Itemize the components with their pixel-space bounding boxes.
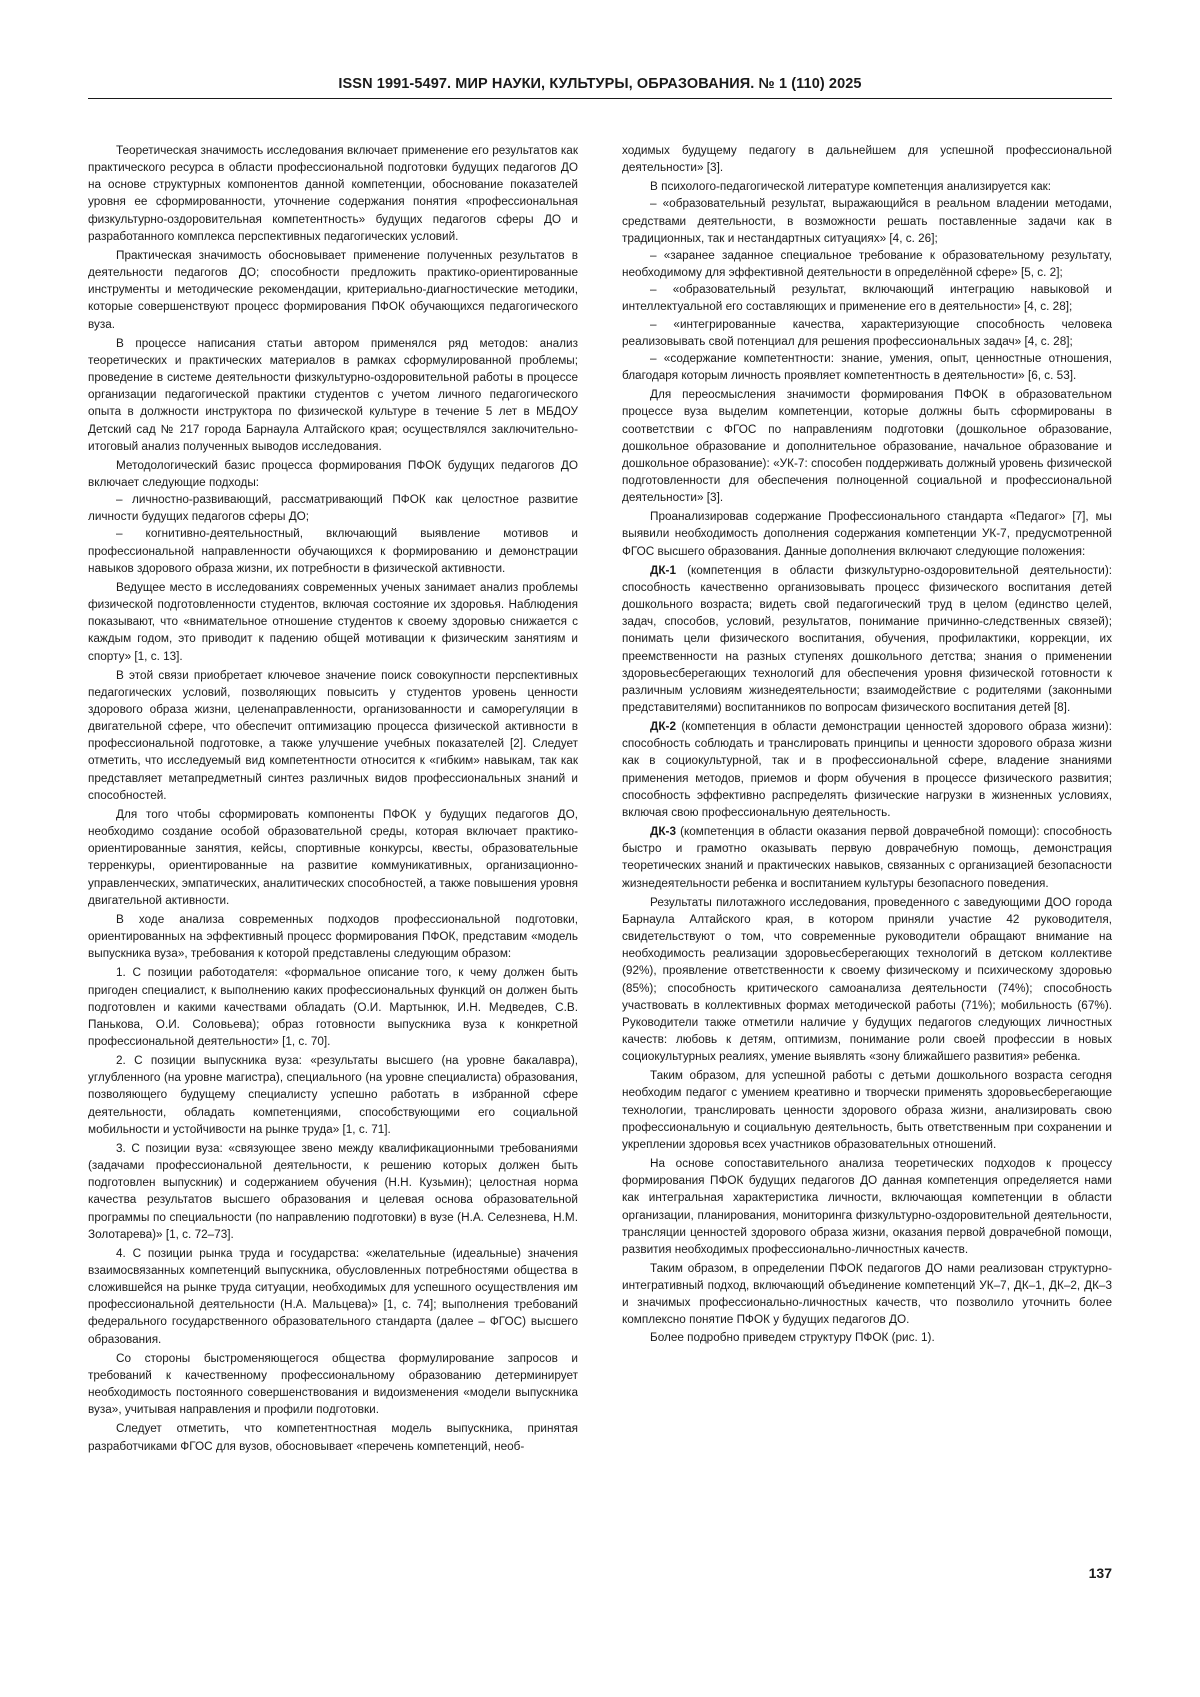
paragraph-professional-standard: Проанализировав содержание Профессионального стандарта «Педагог» [7], мы выявили необходимость дополнения содержания компетенции УК-7, предусмотренной ФГОС высшего образования. Данные дополнения включают следующие положения: (622, 508, 1112, 559)
dk2-label: ДК-2 (650, 720, 676, 733)
list-item-labor-market-position: 4. С позиции рынка труда и государства: «желательные (идеальные) значения взаимосвязанных компетенций выпускника, обусловленных потребностями общества в сложившейся на рынке труда ситуации, необходимых для успешного осуществления им профессиональной деятельности (Н.А. Мальцева)» [1, с. 74]; выполнения требований федерального государственного образовательного стандарта (далее – ФГОС) высшего образования. (88, 1245, 578, 1348)
paragraph-methodological-basis: Методологический базис процесса формирования ПФОК будущих педагогов ДО включает следующие подходы: (88, 457, 578, 491)
paragraph-pilot-study: Результаты пилотажного исследования, проведенного с заведующими ДОО города Барнаула Алтайского края, в котором приняли участие 42 руководителя, свидетельствуют о том, что современные руководители обращают внимание на необходимость реализации здоровьесберегающих технологий в детском коллективе (92%), проявление ответственности к своему физическому и психическому здоровью (85%); способность критического самоанализа деятельности (74%); способность участвовать в коллективных формах методической работы (71%); мобильность (67%). Руководители также отметили наличие у будущих педагогов следующих личностных качеств: любовь к детям, оптимизм, понимание роли своей профессии в новых социокультурных реалиях, умение выявлять «зону ближайшего развития» ребенка. (622, 894, 1112, 1066)
paragraph-methods: В процессе написания статьи автором применялся ряд методов: анализ теоретических и практических материалов в рамках сформулированной проблемы; проведение в системе деятельности физкультурно-оздоровительной работы в процессе организации педагогической практики студентов с учетом личного педагогического опыта в должности инструктора по физической культуре в течение 5 лет в МБДОУ Детский сад № 217 города Барнаула Алтайского края; осуществлялся заключительно-итоговый анализ полученных выводов исследования. (88, 335, 578, 455)
paragraph-dk3 (622, 823, 1112, 892)
list-item-definition-2: – «заранее заданное специальное требование к образовательному результату, необходимому для эффективной деятельности в определённой сфере» [5, с. 2]; (622, 247, 1112, 281)
paragraph-conclusion-educator: Таким образом, для успешной работы с детьми дошкольного возраста сегодня необходим педагог с умением креативно и творчески применять здоровьесберегающие технологии, транслировать ценности здорового образа жизни, анализировать свою профессиональную и социальную деятельность, быть ответственным при сохранении и укреплении здоровья всех участников образовательных отношений. (622, 1067, 1112, 1153)
paragraph-figure-reference: Более подробно приведем структуру ПФОК (рис. 1). (622, 1329, 1112, 1346)
dk2-text: (компетенция в области демонстрации ценностей здорового образа жизни): способность соблюдать и транслировать принципы и ценности здорового образа жизни как в социокультурной, так и в профессиональной сфере, владение знаниями применения методов, приемов и форм обучения в процессе физического развития; способность эффективно распределять физические нагрузки в жизненных условиях, включая свою профессиональную деятельность. (622, 720, 1112, 819)
paragraph-fgos-competencies: Для переосмысления значимости формирования ПФОК в образовательном процессе вуза выделим компетенции, которые должны быть сформированы в соответствии с ФГОС по направлениям подготовки (дошкольное образование, дошкольное образование и дополнительное образование, начальное образование и дошкольное образование): «УК-7: способен поддерживать должный уровень физической подготовленности для обеспечения полноценной социальной и профессиональной деятельности» [3]. (622, 386, 1112, 506)
paragraph-competence-analysis: В психолого-педагогической литературе компетенция анализируется как: (622, 178, 1112, 195)
paragraph-educational-environment: Для того чтобы сформировать компоненты ПФОК у будущих педагогов ДО, необходимо создание особой образовательной среды, которая включает практико-ориентированные занятия, кейсы, спортивные конкурсы, квесты, образовательные терренкуры, ориентированные на развитие коммуникативных, организационно-управленческих, эмпатических, аналитических способностей, а также повышения уровня двигательной активности. (88, 806, 578, 909)
paragraph-continuation: ходимых будущему педагогу в дальнейшем для успешной профессиональной деятельности» [3]. (622, 142, 1112, 176)
paragraph-graduate-model: В ходе анализа современных подходов профессиональной подготовки, ориентированных на эффективный процесс формирования ПФОК, представим «модель выпускника вуза», требования к которой представлены следующим образом: (88, 911, 578, 962)
dk3-text: (компетенция в области оказания первой доврачебной помощи): способность быстро и грамотно оказывать первую доврачебную помощь, демонстрация теоретических знаний и практических навыков, связанных с организацией безопасности жизнедеятельности ребенка и воспитанием культуры безопасного поведения. (622, 825, 1112, 889)
header-divider (88, 98, 1112, 99)
list-item-definition-4: – «интегрированные качества, характеризующие способность человека реализовывать свой потенциал для решения профессиональных задач» [4, с. 28]; (622, 316, 1112, 350)
paragraph-practical-significance: Практическая значимость обосновывает применение полученных результатов в деятельности педагогов ДО; способности предложить практико-ориентированные инструменты и методические рекомендации, критериально-диагностические методики, которые совершенствуют процесс формирования ПФОК обучающихся педагогического вуза. (88, 247, 578, 333)
dk1-text: (компетенция в области физкультурно-оздоровительной деятельности): способность качественно организовывать процесс физического воспитания детей дошкольного возраста; видеть свой педагогический труд в целом (единство целей, задач, способов, условий, результатов, понимание причинно-следственных связей); понимать цели физического воспитания, обучения, профилактики, коррекции, их преемственности на разных ступенях дошкольного детства; знания о применении здоровьесберегающих технологий для обеспечения уровня физической готовности к различным условиям жизнедеятельности; взаимодействие с родителями (законными представителями) воспитанников по вопросам физического воспитания детей [8]. (622, 564, 1112, 714)
list-item-definition-3: – «образовательный результат, включающий интеграцию навыковой и интеллектуальной его составляющих и применение его в деятельности» [4, с. 28]; (622, 281, 1112, 315)
paragraph-dk2 (622, 718, 1112, 821)
journal-header: ISSN 1991-5497. МИР НАУКИ, КУЛЬТУРЫ, ОБРАЗОВАНИЯ. № 1 (110) 2025 (88, 76, 1112, 92)
left-column (88, 142, 578, 1455)
paragraph-theoretical-significance: Теоретическая значимость исследования включает применение его результатов как практического ресурса в области профессиональной подготовки будущих педагогов ДО на основе структурных компонентов данной компетенции, обоснование показателей уровня ее сформированности, уточнение содержания понятия «профессиональная физкультурно-оздоровительная компетентность» будущих педагогов сферы ДО и разработанного комплекса перспективных педагогических условий. (88, 142, 578, 245)
paragraph-competence-model: Следует отметить, что компетентностная модель выпускника, принятая разработчиками ФГОС для вузов, обосновывает «перечень компетенций, необ- (88, 1420, 578, 1454)
right-column (622, 142, 1112, 1346)
dk3-label: ДК-3 (650, 825, 676, 838)
paragraph-comparative-analysis: На основе сопоставительного анализа теоретических подходов к процессу формирования ПФОК будущих педагогов ДО данная компетенция определяется нами как интегральная характеристика личности, включающая компетенции в области организации, планирования, мониторинга физкультурно-оздоровительной деятельности, трансляции ценностей здорового образа жизни, оказания первой доврачебной помощи, развития необходимых профессионально-личностных качеств. (622, 1155, 1112, 1258)
list-item-approach-2: – когнитивно-деятельностный, включающий выявление мотивов и профессиональной направленности обучающихся к формированию и демонстрации навыков здорового образа жизни, их потребности в физической активности. (88, 525, 578, 576)
paragraph-structural-approach: Таким образом, в определении ПФОК педагогов ДО нами реализован структурно-интегративный подход, включающий объединение компетенций УК–7, ДК–1, ДК–2, ДК–3 и значимых профессионально-личностных качеств, что позволило уточнить более комплексно понятие ПФОК у будущих педагогов ДО. (622, 1260, 1112, 1329)
paragraph-society-requests: Со стороны быстроменяющегося общества формулирование запросов и требований к качественному профессиональному образованию детерминирует необходимость постоянного совершенствования и видоизменения «модели выпускника вуза», учитывая направления и профили подготовки. (88, 1350, 578, 1419)
list-item-graduate-position: 2. С позиции выпускника вуза: «результаты высшего (на уровне бакалавра), углубленного (на уровне магистра), специального (на уровне специалиста) образования, позволяющего будущему специалисту успешно работать в избранной сфере деятельности, обладать компетенциями, способствующими его социальной мобильности и устойчивости на рынке труда» [1, с. 71]. (88, 1052, 578, 1138)
list-item-approach-1: – личностно-развивающий, рассматривающий ПФОК как целостное развитие личности будущих педагогов сферы ДО; (88, 491, 578, 525)
dk1-label: ДК-1 (650, 564, 676, 577)
list-item-definition-5: – «содержание компетентности: знание, умения, опыт, ценностные отношения, благодаря которым личность проявляет компетентность в деятельности» [6, с. 53]. (622, 350, 1112, 384)
paragraph-key-meaning: В этой связи приобретает ключевое значение поиск совокупности перспективных педагогических условий, позволяющих повысить у студентов уровень ценности здорового образа жизни, целенаправленности, организованности и саморегуляции в двигательной сфере, что обеспечит оптимизацию процесса физической активности в профессиональной подготовке, а также улучшение учебных показателей [2]. Следует отметить, что исследуемый вид компетентности относится к «гибким» навыкам, так как представляет метапредметный синтез различных видов профессиональных знаний и способностей. (88, 667, 578, 804)
list-item-definition-1: – «образовательный результат, выражающийся в реальном владении методами, средствами деятельности, в возможности решать поставленные задачи как в традиционных, так и нестандартных ситуациях» [4, с. 26]; (622, 195, 1112, 246)
paragraph-dk1 (622, 562, 1112, 716)
page-number: 137 (1089, 1565, 1112, 1581)
paragraph-leading-place: Ведущее место в исследованиях современных ученых занимает анализ проблемы физической подготовленности студентов, включая состояние их здоровья. Наблюдения показывают, что «внимательное отношение студентов к своему здоровью снижается с каждым годом, это приводит к падению общей мотивации к физическим занятиям и спорту» [1, с. 13]. (88, 579, 578, 665)
list-item-university-position: 3. С позиции вуза: «связующее звено между квалификационными требованиями (задачами профессиональной деятельности, к решению которых должен быть подготовлен выпускник) и содержанием обучения (Н.Н. Кузьмин); целостная норма качества результатов высшего образования и целевая основа образовательной программы по специальности (по направлению подготовки) в вузе (Н.А. Селезнева, Н.М. Золотарева)» [1, с. 72–73]. (88, 1140, 578, 1243)
list-item-employer-position: 1. С позиции работодателя: «формальное описание того, к чему должен быть пригоден специалист, к выполнению каких профессиональных функций он должен быть подготовлен и какими качествами обладать (О.И. Мартынюк, И.Н. Медведев, С.В. Панькова, О.И. Соловьева); образ готовности выпускника вуза к конкретной профессиональной деятельности» [1, с. 70]. (88, 964, 578, 1050)
